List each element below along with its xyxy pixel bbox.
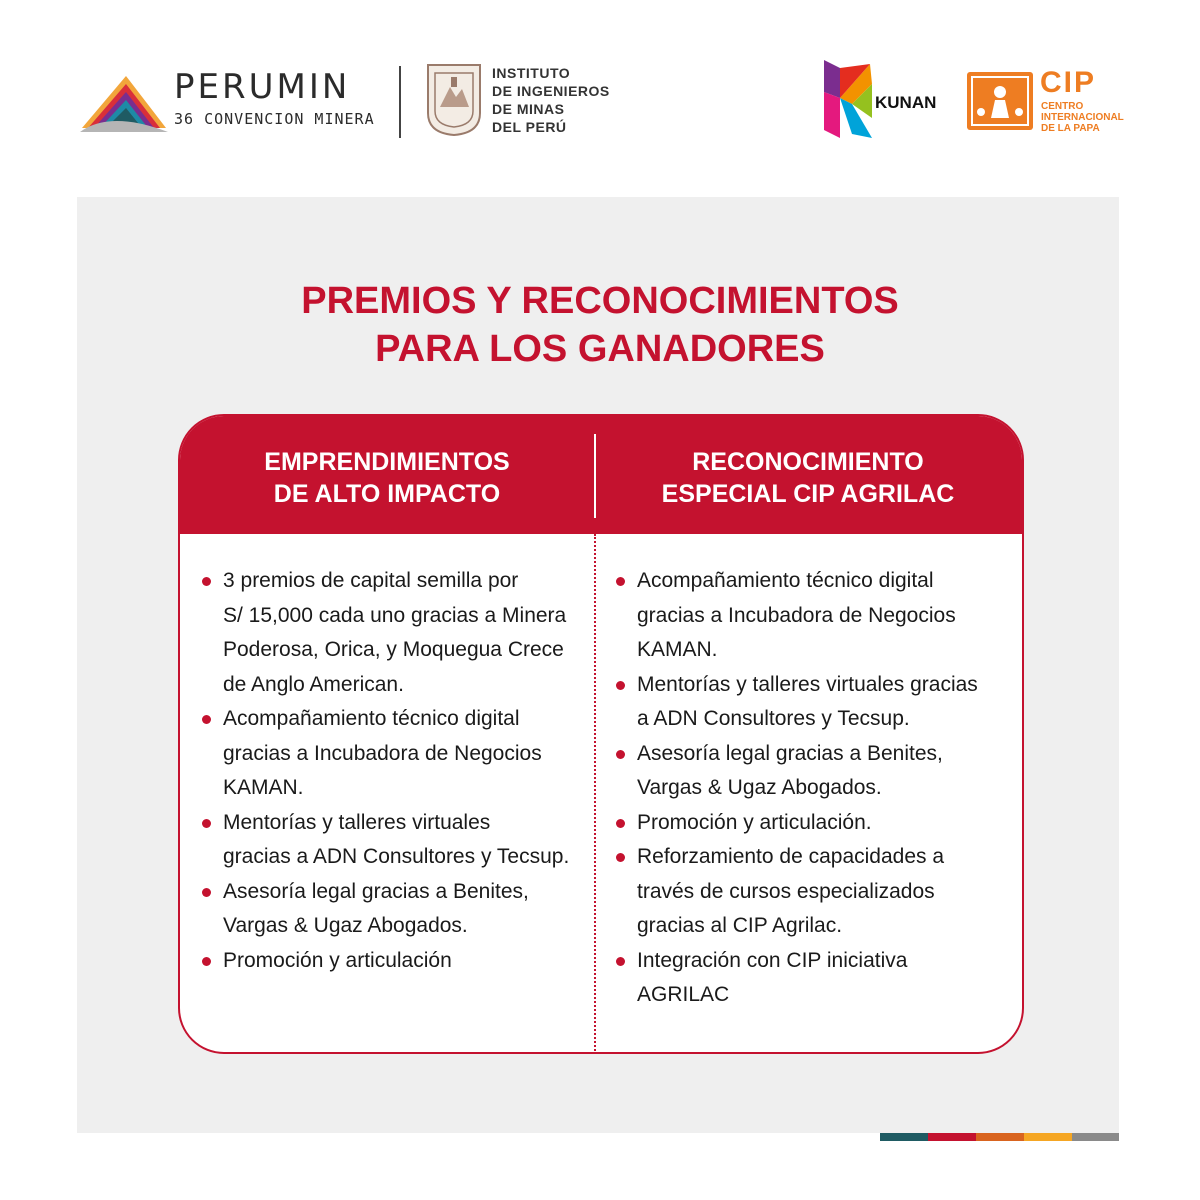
item-line: gracias al CIP Agrilac.: [637, 914, 843, 937]
item-line: Asesoría legal gracias a Benites,: [223, 879, 529, 903]
item-line: de Anglo American.: [223, 672, 404, 696]
bullet-icon: [616, 750, 625, 759]
item-line: Acompañamiento técnico digital: [223, 707, 520, 730]
item-line: gracias a ADN Consultores y Tecsup.: [223, 845, 570, 868]
item-line: través de cursos especializados: [637, 879, 935, 903]
list-item: [616, 944, 1006, 1013]
emprendimientos-list: [202, 564, 590, 978]
page-title-line: PREMIOS Y RECONOCIMIENTOS: [301, 280, 899, 322]
kunan-k-icon: [822, 58, 874, 140]
perumin-subtitle: 36 CONVENCION MINERA: [174, 110, 375, 128]
bullet-icon: [616, 819, 625, 828]
list-item: [616, 564, 1006, 668]
iim-seal-icon: [426, 63, 482, 137]
iim-line: INSTITUTO: [492, 65, 571, 81]
iim-line: DE INGENIEROS: [492, 83, 610, 99]
item-line: Vargas & Ugaz Abogados.: [223, 914, 468, 937]
awards-card: [178, 414, 1024, 1054]
list-item: [616, 668, 1006, 737]
item-line: KAMAN.: [223, 776, 304, 799]
item-line: gracias a Incubadora de Negocios: [637, 603, 956, 627]
column-title-line: DE ALTO IMPACTO: [273, 480, 501, 508]
perumin-logo: [80, 66, 380, 136]
color-bar-segment: [928, 1133, 976, 1141]
perumin-name: PERUMIN: [174, 67, 351, 107]
list-item: [202, 564, 590, 702]
bullet-icon: [616, 577, 625, 586]
list-item: [202, 806, 590, 875]
cip-subtitle-line: DE LA PAPA: [1041, 123, 1100, 134]
cip-subtitle-line: CENTRO: [1041, 101, 1084, 112]
item-line: 3 premios de capital semilla por: [223, 569, 519, 592]
item-line: a ADN Consultores y Tecsup.: [637, 707, 910, 730]
page-title: [77, 277, 1123, 373]
list-item: [202, 944, 590, 979]
cip-name: CIP: [1040, 66, 1097, 99]
iim-line: DEL PERÚ: [492, 119, 567, 135]
cip-emblem-icon: [967, 72, 1033, 130]
color-bar-segment: [1024, 1133, 1072, 1141]
column-title-line: ESPECIAL CIP AGRILAC: [661, 480, 955, 508]
cip-subtitle: [1041, 101, 1124, 134]
bullet-icon: [616, 853, 625, 862]
column-title-line: RECONOCIMIENTO: [692, 448, 924, 476]
bullet-icon: [202, 888, 211, 897]
item-line: AGRILAC: [637, 983, 730, 1006]
item-line: Mentorías y talleres virtuales gracias: [637, 672, 978, 696]
bullet-icon: [202, 957, 211, 966]
page-title-line: PARA LOS GANADORES: [375, 328, 825, 370]
bullet-icon: [616, 957, 625, 966]
bullet-icon: [202, 577, 211, 586]
list-item: [616, 806, 1006, 841]
item-line: KAMAN.: [637, 638, 718, 661]
list-item: [616, 737, 1006, 806]
column-title-line: EMPRENDIMIENTOS: [264, 448, 510, 476]
column-title-right: [596, 446, 1020, 510]
list-item: [202, 702, 590, 806]
item-line: Acompañamiento técnico digital: [637, 569, 934, 592]
iim-line: DE MINAS: [492, 101, 565, 117]
color-bar-segment: [976, 1133, 1024, 1141]
item-line: gracias a Incubadora de Negocios: [223, 741, 542, 765]
item-line: Promoción y articulación: [223, 948, 452, 972]
bullet-icon: [202, 715, 211, 724]
cip-subtitle-line: INTERNACIONAL: [1041, 112, 1124, 123]
item-line: Vargas & Ugaz Abogados.: [637, 776, 882, 799]
cip-agrilac-list: [616, 564, 1006, 1013]
kunan-name: KUNAN: [875, 93, 937, 112]
list-item: [202, 875, 590, 944]
card-header: [180, 416, 1022, 534]
item-line: Asesoría legal gracias a Benites,: [637, 741, 943, 765]
item-line: Reforzamiento de capacidades a: [637, 845, 945, 868]
item-line: Mentorías y talleres virtuales: [223, 810, 491, 834]
logo-separator: [399, 66, 401, 138]
color-bar-segment: [880, 1133, 928, 1141]
column-divider: [594, 534, 596, 1054]
item-line: S/ 15,000 cada uno gracias a Minera: [223, 603, 567, 627]
column-title-left: [180, 446, 594, 510]
item-line: Integración con CIP iniciativa: [637, 948, 908, 972]
perumin-mountain-icon: [80, 70, 170, 134]
color-bar-segment: [1072, 1133, 1119, 1141]
bullet-icon: [616, 681, 625, 690]
bullet-icon: [202, 819, 211, 828]
iim-name: [492, 64, 610, 136]
item-line: Promoción y articulación.: [637, 810, 872, 834]
list-item: [616, 840, 1006, 944]
item-line: Poderosa, Orica, y Moquegua Crece: [223, 638, 564, 661]
